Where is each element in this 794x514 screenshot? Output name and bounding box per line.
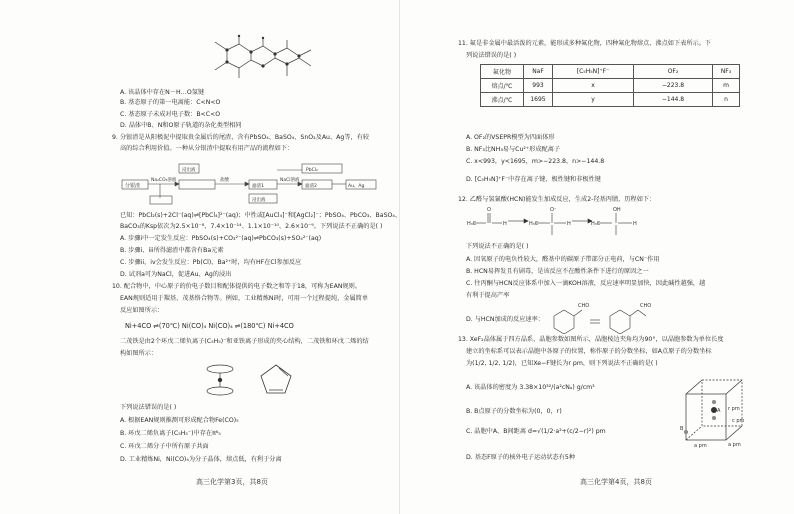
table-header-cell: 氟化物	[481, 65, 524, 79]
svg-text:H: H	[503, 221, 507, 227]
q9-known-2: BaCO₃的Ksp依次为2.5×10⁻⁸、7.4×10⁻¹⁴、1.1×10⁻¹⁰、2.6×10⁻⁹。下列说法不正确的是( )	[120, 223, 383, 230]
table-header-cell: OF₂	[634, 65, 713, 79]
q8-option-c: C. 基态原子未成对电子数：B<C<O	[120, 111, 221, 118]
fluoride-table	[480, 64, 740, 107]
q13-option-b: B. B点原子的分数坐标为(0，0，r)	[466, 408, 562, 415]
table-cell: 993	[524, 79, 553, 93]
table-cell: y	[553, 93, 634, 107]
q9-option-c: C. 步骤ii，iv会发生反应：Pb(Cl)、Ba²⁺时，均有HF在Cl参加反应	[120, 259, 302, 266]
q8-option-b: B. 基态原子的第一电离能：C<N<O	[120, 99, 221, 106]
q10-stem-5: 构如图所示：	[120, 350, 158, 357]
q10-option-b: B. 环戊二烯负离子(C₅H₅⁻)中存在π⁶₅	[120, 430, 221, 437]
q10-question: 下列说法错误的是( )	[120, 404, 177, 411]
q13-stem-2: 建立的坐标系可以表示晶胞中各原子的位置，称作原子的分数坐标，如A点原子的分数坐标	[466, 348, 712, 355]
svg-text:H₃C: H₃C	[591, 221, 601, 227]
q13-stem-1: 13. XeF₂晶体属于四方晶系，晶胞参数如图所示，晶胞棱边夹角均为90°，以晶胞参数为单位长度	[458, 336, 724, 343]
q11-option-a: A. OF₂的VSEPR模型为四面体形	[466, 134, 555, 141]
table-cell: n	[713, 93, 740, 107]
table-header-cell: NF₃	[713, 65, 740, 79]
table-cell: 沸点/℃	[481, 93, 524, 107]
table-cell: m	[713, 79, 740, 93]
svg-text:H: H	[567, 221, 571, 227]
right-footer: 高三化学第4页，共8页	[580, 478, 652, 486]
table-header-row	[481, 65, 740, 79]
q9-option-a: A. 步骤i中一定发生反应：PbSO₄(s)+CO₃²⁻(aq)⇌PbCO₃(s)+SO₄²⁻(aq)	[120, 235, 322, 242]
flow-label-leach-2: 浸出液	[252, 198, 266, 203]
table-header-cell: [C₅H₅N]⁺F⁻	[553, 65, 634, 79]
q9-stem-2: 高的综合利用价值。一种从分银渣中提取有用产品的流程如下：	[120, 145, 294, 152]
q11-stem-2: 列说法错误的是( )	[466, 52, 517, 59]
q11-stem-1: 11. 氟是非金属中最活泼的元素，能形成多种氟化物，四种氟化物熔点、沸点如下表所示。下	[458, 40, 712, 47]
q13-option-c: C. 晶胞中A、B间距离 d=√(1/2·a²+(c/2−r)²) pm	[466, 428, 606, 435]
reaction-mechanism-figure	[466, 205, 646, 239]
cyclopentadiene-figure	[258, 362, 294, 396]
q13-option-a: A. 该晶体的密度为 3.38×10³²/(a²cNₐ) g/cm³	[466, 384, 595, 391]
right-page	[400, 0, 794, 514]
cell-label-r: r pm	[728, 406, 740, 412]
unit-cell-figure	[680, 374, 756, 448]
q10-stem-1: 10. 配合物中，中心原子的价电子数目和配体提供的电子数之和等于18，可称为EAN规则。	[112, 283, 362, 290]
q9-option-d: D. 试剂a可为NaCl，促进Au、Ag的浸出	[120, 271, 232, 278]
q10-equation: Ni+4CO ⇌(70℃) Ni(CO)₄ Ni(CO)₄ ⇌(180℃) Ni+4CO	[125, 322, 294, 330]
q10-stem-3: 反应如图所示：	[120, 307, 164, 314]
table-cell: 1695	[524, 93, 553, 107]
q12-stem: 12. 乙醛与氢氰酸(HCN)能发生加成反应，生成2-羟基丙腈，历程如下：	[458, 196, 656, 203]
table-cell: −223.8	[634, 79, 713, 93]
table-cell: x	[553, 79, 634, 93]
table-cell: 熔点/℃	[481, 79, 524, 93]
q10-stem-4: 二茂铁是由2个环戊二烯负离子(C₅H₅)⁻和亚铁离子形成的夹心结构，二茂铁和环戊二烯的结	[120, 338, 369, 345]
q12-option-a: A. 因氧原子的电负性较大，醛基中的碳原子带部分正电荷，与CN⁻作用	[466, 256, 660, 263]
q10-option-a: A. 根据EAN规则推测可形成配合物Fe(CO)₅	[120, 417, 239, 424]
q10-option-c: C. 环戊二烯分子中所有原子共面	[120, 443, 209, 450]
left-footer: 高三化学第3页，共8页	[196, 478, 268, 486]
svg-text:H₃C: H₃C	[529, 221, 539, 227]
q11-option-b: B. NF₃比NH₃易与Cu²⁺形成配离子	[466, 146, 561, 153]
q9-option-b: B. 步骤i、iii所得滤渣中都含有Ba元素	[120, 247, 224, 254]
q12-option-c-2: 有利于提高产率	[466, 292, 510, 299]
flow-label-reagent-1: Na₂CO₃溶液	[151, 178, 177, 183]
flow-label-reagent-2: 盐酸	[220, 178, 229, 183]
cell-label-a2: a pm	[728, 442, 741, 448]
q8-option-d: D. 晶体中B、N和O原子轨道的杂化类型相同	[120, 122, 242, 129]
cell-label-a: A	[717, 408, 721, 414]
q12-option-b: B. HCN易挥发且有剧毒，是该反应不在酸性条件下进行的原因之一	[466, 268, 649, 275]
ferrocene-figure	[198, 360, 242, 400]
flow-label-residue-1: 滤渣1	[252, 184, 264, 189]
q11-option-d: D. [C₅H₅N]⁺F⁻中存在离子键、极性键和非极性键	[466, 176, 601, 183]
q10-stem-2: EAN规则适用于羰基、茂基络合物等。例如，工业精炼Ni时，可用一个过程提纯，金属简单	[120, 295, 369, 302]
cell-label-b: B	[680, 426, 684, 432]
flow-label-raw: 分银渣	[125, 183, 141, 189]
q12-option-d: D. 与HCN加成的反应速率：	[466, 316, 544, 323]
svg-text:H₃C: H₃C	[467, 221, 477, 227]
aldehyde-comparison-figure	[550, 300, 660, 334]
flow-label-residue-2: 滤渣2	[305, 184, 317, 189]
flow-label-product-2: PbCl₂	[306, 168, 318, 173]
q12-question: 下列说法不正确的是( )	[466, 243, 529, 250]
svg-text:H: H	[633, 221, 637, 227]
q12-option-c-1: C. 往丙酮与HCN反应体系中加入一滴KOH溶液，反应速率明显加快，因此碱性越强，越	[466, 280, 706, 287]
flow-label-product-1: Au、Ag	[348, 184, 365, 189]
flow-label-leach-1: 浸出液	[182, 168, 196, 173]
cell-label-c: c pm	[732, 418, 745, 424]
q8-option-a: A. 该晶体中存在N－H…O氢键	[120, 89, 205, 96]
cell-label-a1: a pm	[694, 443, 707, 448]
q13-option-d: D. 基态F原子的核外电子运动状态有5种	[466, 454, 576, 461]
table-row	[481, 79, 740, 93]
q9-stem-1: 9. 分银渣是从阳极泥中提取贵金属后的尾渣，含有PbSO₄、BaSO₄、SnO₂及Au、Ag等，有较	[112, 134, 370, 141]
svg-text:CHO: CHO	[640, 303, 652, 309]
svg-text:OH: OH	[613, 207, 621, 213]
flow-label-reagent-3: NaCl溶液	[280, 178, 300, 183]
crystal-structure-figure	[205, 30, 325, 86]
q13-stem-3: 为(1/2, 1/2, 1/2)，已知Xe−F键长为r pm，则下列说法不正确的是( )	[466, 360, 658, 367]
table-row	[481, 93, 740, 107]
q10-option-d: D. 工业精炼Ni，Ni(CO)₄为分子晶体，熔点低，有利于分离	[120, 456, 282, 463]
process-flowchart	[120, 158, 380, 206]
svg-text:O: O	[487, 207, 491, 213]
svg-text:CHO: CHO	[578, 303, 590, 309]
table-cell: −144.8	[634, 93, 713, 107]
q9-known-1: 已知：PbCl₂(s)+2Cl⁻(aq)⇌[PbCl₄]²⁻(aq)；中性或[AuCl₄]⁻和[AgCl₂]⁻；PbSO₄、PbCO₃、BaSO₄、	[120, 212, 402, 219]
table-header-cell: NaF	[524, 65, 553, 79]
q11-option-c: C. x<993，y<1695，m>−223.8，n>−144.8	[466, 158, 605, 165]
svg-text:O⁻: O⁻	[550, 207, 557, 213]
